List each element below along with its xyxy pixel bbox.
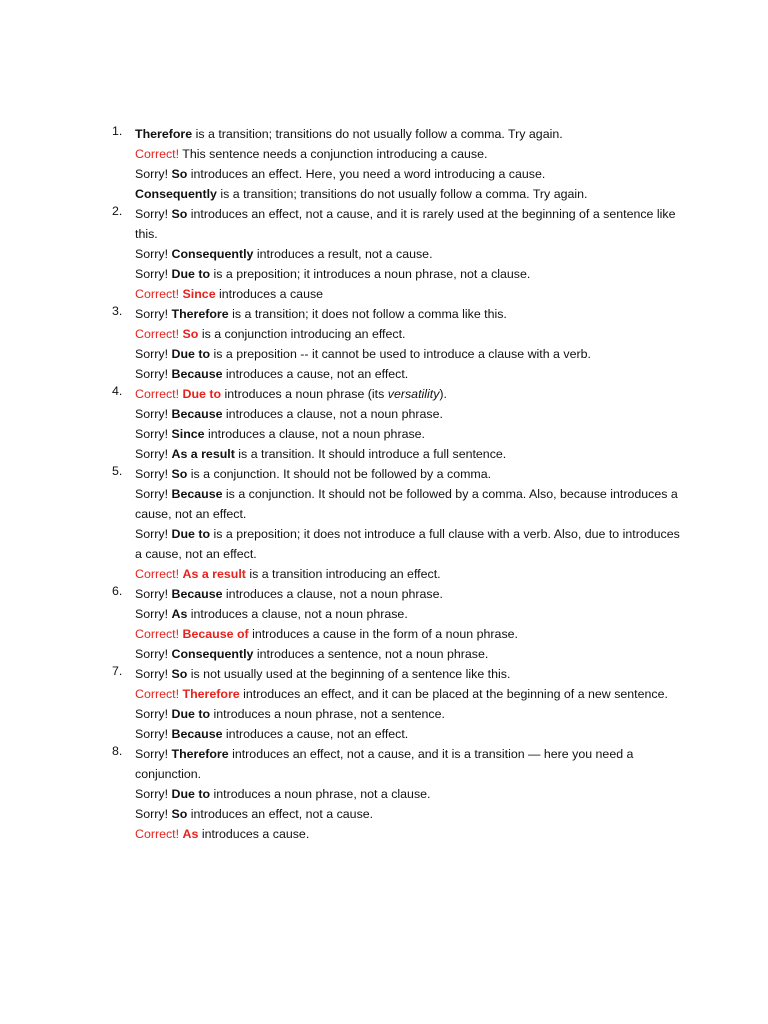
feedback-line (135, 624, 680, 644)
list-item (0, 744, 768, 844)
text-run: Sorry! (135, 347, 169, 361)
item-number: 1. (112, 124, 123, 138)
item-number: 4. (112, 384, 123, 398)
correct-answer-term: Since (182, 287, 216, 301)
text-run: Sorry! (135, 487, 169, 501)
text-run: introduces a cause, not an effect. (222, 727, 409, 741)
correct-label: Correct! (135, 287, 180, 301)
feedback-line (135, 124, 680, 144)
text-run: introduces an effect, not a cause, and it is a transition — here you need a conjunction. (135, 747, 634, 781)
answer-term: Because (171, 407, 223, 421)
answer-term: Because (171, 487, 223, 501)
answer-term: Due to (171, 347, 211, 361)
item-number: 8. (112, 744, 123, 758)
text-run: is a preposition; it does not introduce a full clause with a verb. Also, due to introduces a cause, not an effect. (135, 527, 680, 561)
answer-term: As (171, 607, 188, 621)
feedback-line (135, 364, 680, 384)
text-run: Sorry! (135, 307, 169, 321)
correct-answer-term: As a result (182, 567, 246, 581)
feedback-line (135, 784, 680, 804)
document-page (0, 124, 768, 844)
correct-answer-term: Due to (182, 387, 222, 401)
answer-term: Therefore (171, 747, 229, 761)
text-run: introduces a result, not a cause. (253, 247, 433, 261)
correct-label: Correct! (135, 387, 180, 401)
feedback-line (135, 264, 680, 284)
feedback-line (135, 424, 680, 444)
text-run: introduces a clause, not a noun phrase. (222, 407, 443, 421)
text-run: introduces a noun phrase, not a sentence. (210, 707, 445, 721)
text-run: is not usually used at the beginning of a sentence like this. (187, 667, 511, 681)
answer-term: So (171, 807, 188, 821)
text-run: introduces a clause, not a noun phrase. (187, 607, 408, 621)
answer-term: Due to (171, 787, 211, 801)
text-run: is a transition; transitions do not usually follow a comma. Try again. (192, 127, 563, 141)
text-run: ). (439, 387, 447, 401)
list-item (0, 384, 768, 464)
answer-term: Consequently (171, 647, 254, 661)
text-run: is a transition. It should introduce a full sentence. (234, 447, 507, 461)
answer-term: Due to (171, 707, 211, 721)
feedback-line (135, 564, 680, 584)
text-run: is a preposition -- it cannot be used to introduce a clause with a verb. (210, 347, 591, 361)
feedback-line (135, 164, 680, 184)
text-run: This sentence needs a conjunction introducing a cause. (179, 147, 488, 161)
text-run: Sorry! (135, 467, 169, 481)
feedback-line (135, 604, 680, 624)
feedback-line (135, 804, 680, 824)
text-run: is a conjunction. It should not be followed by a comma. (187, 467, 492, 481)
answer-term: Therefore (135, 127, 193, 141)
list-item (0, 464, 768, 584)
list-item (0, 204, 768, 304)
correct-label: Correct! (135, 827, 180, 841)
item-number: 7. (112, 664, 123, 678)
feedback-line (135, 384, 680, 404)
text-run: introduces an effect. Here, you need a word introducing a cause. (187, 167, 546, 181)
answer-term: Due to (171, 267, 211, 281)
feedback-line (135, 524, 680, 564)
feedback-list (0, 124, 768, 844)
text-run: Sorry! (135, 267, 169, 281)
text-run: introduces a noun phrase, not a clause. (210, 787, 431, 801)
correct-label: Correct! (135, 687, 180, 701)
feedback-line (135, 344, 680, 364)
text-run: Sorry! (135, 727, 169, 741)
feedback-line (135, 204, 680, 244)
text-run: Sorry! (135, 647, 169, 661)
feedback-line (135, 484, 680, 524)
text-run: introduces an effect, not a cause. (187, 807, 374, 821)
list-item (0, 124, 768, 204)
item-number: 2. (112, 204, 123, 218)
feedback-line (135, 744, 680, 784)
answer-term: So (171, 667, 188, 681)
feedback-line (135, 584, 680, 604)
text-run: Sorry! (135, 807, 169, 821)
answer-term: So (171, 207, 188, 221)
correct-answer-term: So (182, 327, 199, 341)
emphasis-text: versatility (387, 387, 440, 401)
answer-term: Due to (171, 527, 211, 541)
text-run: introduces a clause, not a noun phrase. (204, 427, 425, 441)
text-run: is a transition introducing an effect. (245, 567, 441, 581)
feedback-line (135, 284, 680, 304)
feedback-line (135, 304, 680, 324)
text-run: introduces a sentence, not a noun phrase. (253, 647, 489, 661)
answer-term: Consequently (135, 187, 217, 201)
item-number: 3. (112, 304, 123, 318)
answer-term: As a result (171, 447, 235, 461)
text-run: is a conjunction introducing an effect. (198, 327, 406, 341)
text-run: introduces an effect, not a cause, and it is rarely used at the beginning of a sentence like this. (135, 207, 676, 241)
text-run: Sorry! (135, 167, 169, 181)
list-item (0, 584, 768, 664)
text-run: introduces a cause. (198, 827, 310, 841)
text-run: Sorry! (135, 527, 169, 541)
correct-label: Correct! (135, 147, 180, 161)
feedback-line (135, 444, 680, 464)
list-item (0, 664, 768, 744)
text-run: Sorry! (135, 747, 169, 761)
text-run: Sorry! (135, 587, 169, 601)
text-run: Sorry! (135, 787, 169, 801)
text-run: Sorry! (135, 667, 169, 681)
feedback-line (135, 184, 680, 204)
text-run: introduces a cause in the form of a noun phrase. (248, 627, 518, 641)
feedback-line (135, 824, 680, 844)
answer-term: Consequently (171, 247, 254, 261)
text-run: introduces a cause (215, 287, 324, 301)
answer-term: Because (171, 727, 223, 741)
item-number: 6. (112, 584, 123, 598)
answer-term: Therefore (171, 307, 229, 321)
feedback-line (135, 704, 680, 724)
text-run: Sorry! (135, 367, 169, 381)
text-run: is a preposition; it introduces a noun phrase, not a clause. (210, 267, 531, 281)
text-run: introduces a clause, not a noun phrase. (222, 587, 443, 601)
text-run: introduces an effect, and it can be placed at the beginning of a new sentence. (239, 687, 668, 701)
correct-label: Correct! (135, 567, 180, 581)
list-item (0, 304, 768, 384)
correct-answer-term: Therefore (182, 687, 240, 701)
correct-answer-term: Because of (182, 627, 249, 641)
answer-term: So (171, 467, 188, 481)
feedback-line (135, 404, 680, 424)
answer-term: Because (171, 587, 223, 601)
feedback-line (135, 724, 680, 744)
text-run: is a transition; transitions do not usually follow a comma. Try again. (216, 187, 588, 201)
text-run: is a transition; it does not follow a comma like this. (228, 307, 507, 321)
feedback-line (135, 244, 680, 264)
answer-term: So (171, 167, 188, 181)
feedback-line (135, 684, 680, 704)
answer-term: Because (171, 367, 223, 381)
text-run: Sorry! (135, 447, 169, 461)
correct-label: Correct! (135, 627, 180, 641)
text-run: Sorry! (135, 207, 169, 221)
feedback-line (135, 144, 680, 164)
text-run: is a conjunction. It should not be followed by a comma. Also, because introduces a cause, not an effect. (135, 487, 678, 521)
text-run: Sorry! (135, 707, 169, 721)
text-run: introduces a noun phrase (its (221, 387, 388, 401)
text-run: Sorry! (135, 607, 169, 621)
text-run: Sorry! (135, 247, 169, 261)
text-run: Sorry! (135, 427, 169, 441)
feedback-line (135, 644, 680, 664)
text-run: introduces a cause, not an effect. (222, 367, 409, 381)
correct-label: Correct! (135, 327, 180, 341)
correct-answer-term: As (182, 827, 199, 841)
feedback-line (135, 464, 680, 484)
feedback-line (135, 324, 680, 344)
text-run: Sorry! (135, 407, 169, 421)
item-number: 5. (112, 464, 123, 478)
feedback-line (135, 664, 680, 684)
answer-term: Since (171, 427, 205, 441)
